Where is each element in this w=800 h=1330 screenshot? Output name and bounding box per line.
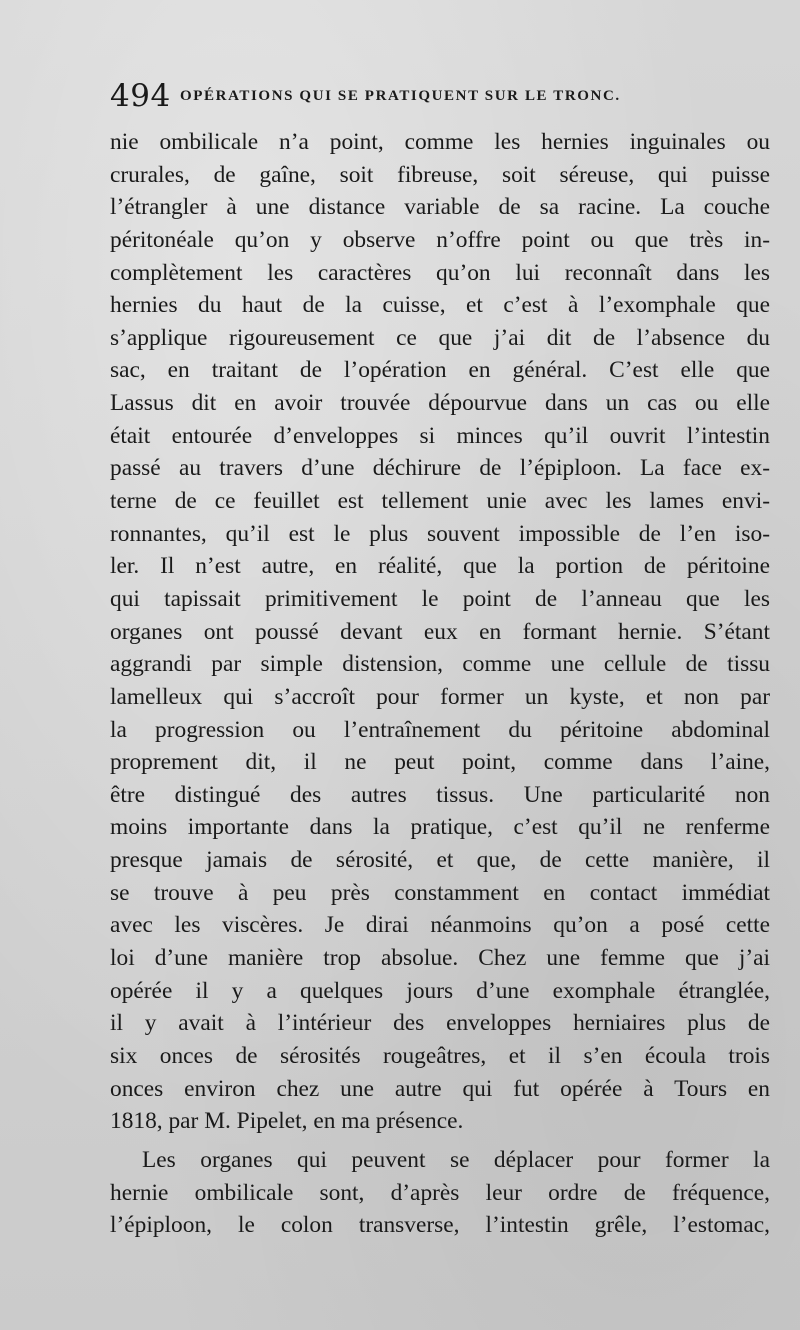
page-number: 494 [110, 78, 171, 114]
text-line: Lassus dit en avoir trouvée dépourvue dans un cas ou elle [110, 390, 770, 417]
text-line: sac, en traitant de l’opération en général. C’est elle que [110, 357, 770, 384]
text-line: passé au travers d’une déchirure de l’épiploon. La face ex- [110, 455, 770, 482]
text-line: Les organes qui peuvent se déplacer pour former la [142, 1146, 770, 1173]
text-line: l’étrangler à une distance variable de sa racine. La couche [110, 194, 770, 221]
text-line: opérée il y a quelques jours d’une exomphale étranglée, [110, 977, 770, 1004]
text-line: ler. Il n’est autre, en réalité, que la portion de péritoine [110, 553, 770, 580]
text-line: péritonéale qu’on y observe n’offre point ou que très in- [110, 226, 770, 253]
text-line: la progression ou l’entraînement du péritoine abdominal [110, 716, 770, 743]
text-line: crurales, de gaîne, soit fibreuse, soit séreuse, qui puisse [110, 161, 770, 188]
text-line: lamelleux qui s’accroît pour former un kyste, et non par [110, 683, 770, 710]
text-line: presque jamais de sérosité, et que, de cette manière, il [110, 847, 770, 874]
text-line: moins importante dans la pratique, c’est qu’il ne renferme [110, 814, 770, 841]
text-line: complètement les caractères qu’on lui reconnaît dans les [110, 259, 770, 286]
text-line: il y avait à l’intérieur des enveloppes herniaires plus de [110, 1010, 770, 1037]
running-head: OPÉRATIONS QUI SE PRATIQUENT SUR LE TRONC. [180, 88, 621, 104]
text-line: qui tapissait primitivement le point de l’anneau que les [110, 585, 770, 612]
text-line: loi d’une manière trop absolue. Chez une femme que j’ai [110, 945, 770, 972]
page-header [110, 78, 770, 116]
text-line: nie ombilicale n’a point, comme les hernies inguinales ou [110, 129, 770, 155]
text-line: hernie ombilicale sont, d’après leur ordre de fréquence, [110, 1179, 770, 1206]
paragraph-1 [110, 126, 770, 1138]
text-line: être distingué des autres tissus. Une particularité non [110, 781, 770, 808]
text-line: terne de ce feuillet est tellement unie avec les lames envi- [110, 488, 770, 515]
paragraph-2 [110, 1144, 770, 1242]
body-text [110, 126, 770, 1242]
text-line: organes ont poussé devant eux en formant hernie. S’étant [110, 618, 770, 645]
text-line: hernies du haut de la cuisse, et c’est à l’exomphale que [110, 292, 770, 319]
text-line: l’épiploon, le colon transverse, l’intestin grêle, l’estomac, [110, 1212, 770, 1239]
text-line: six onces de sérosités rougeâtres, et il s’en écoula trois [110, 1042, 770, 1069]
text-line: aggrandi par simple distension, comme une cellule de tissu [110, 651, 770, 678]
text-line: proprement dit, il ne peut point, comme dans l’aine, [110, 749, 770, 776]
text-line: se trouve à peu près constamment en contact immédiat [110, 879, 770, 906]
text-line: 1818, par M. Pipelet, en ma présence. [110, 1108, 464, 1135]
text-line: avec les viscères. Je dirai néanmoins qu’on a posé cette [110, 912, 770, 939]
text-line: était entourée d’enveloppes si minces qu’il ouvrit l’intestin [110, 422, 770, 449]
text-line: onces environ chez une autre qui fut opérée à Tours en [110, 1075, 770, 1102]
text-line: s’applique rigoureusement ce que j’ai dit de l’absence du [110, 324, 770, 351]
text-line: ronnantes, qu’il est le plus souvent impossible de l’en iso- [110, 520, 770, 547]
